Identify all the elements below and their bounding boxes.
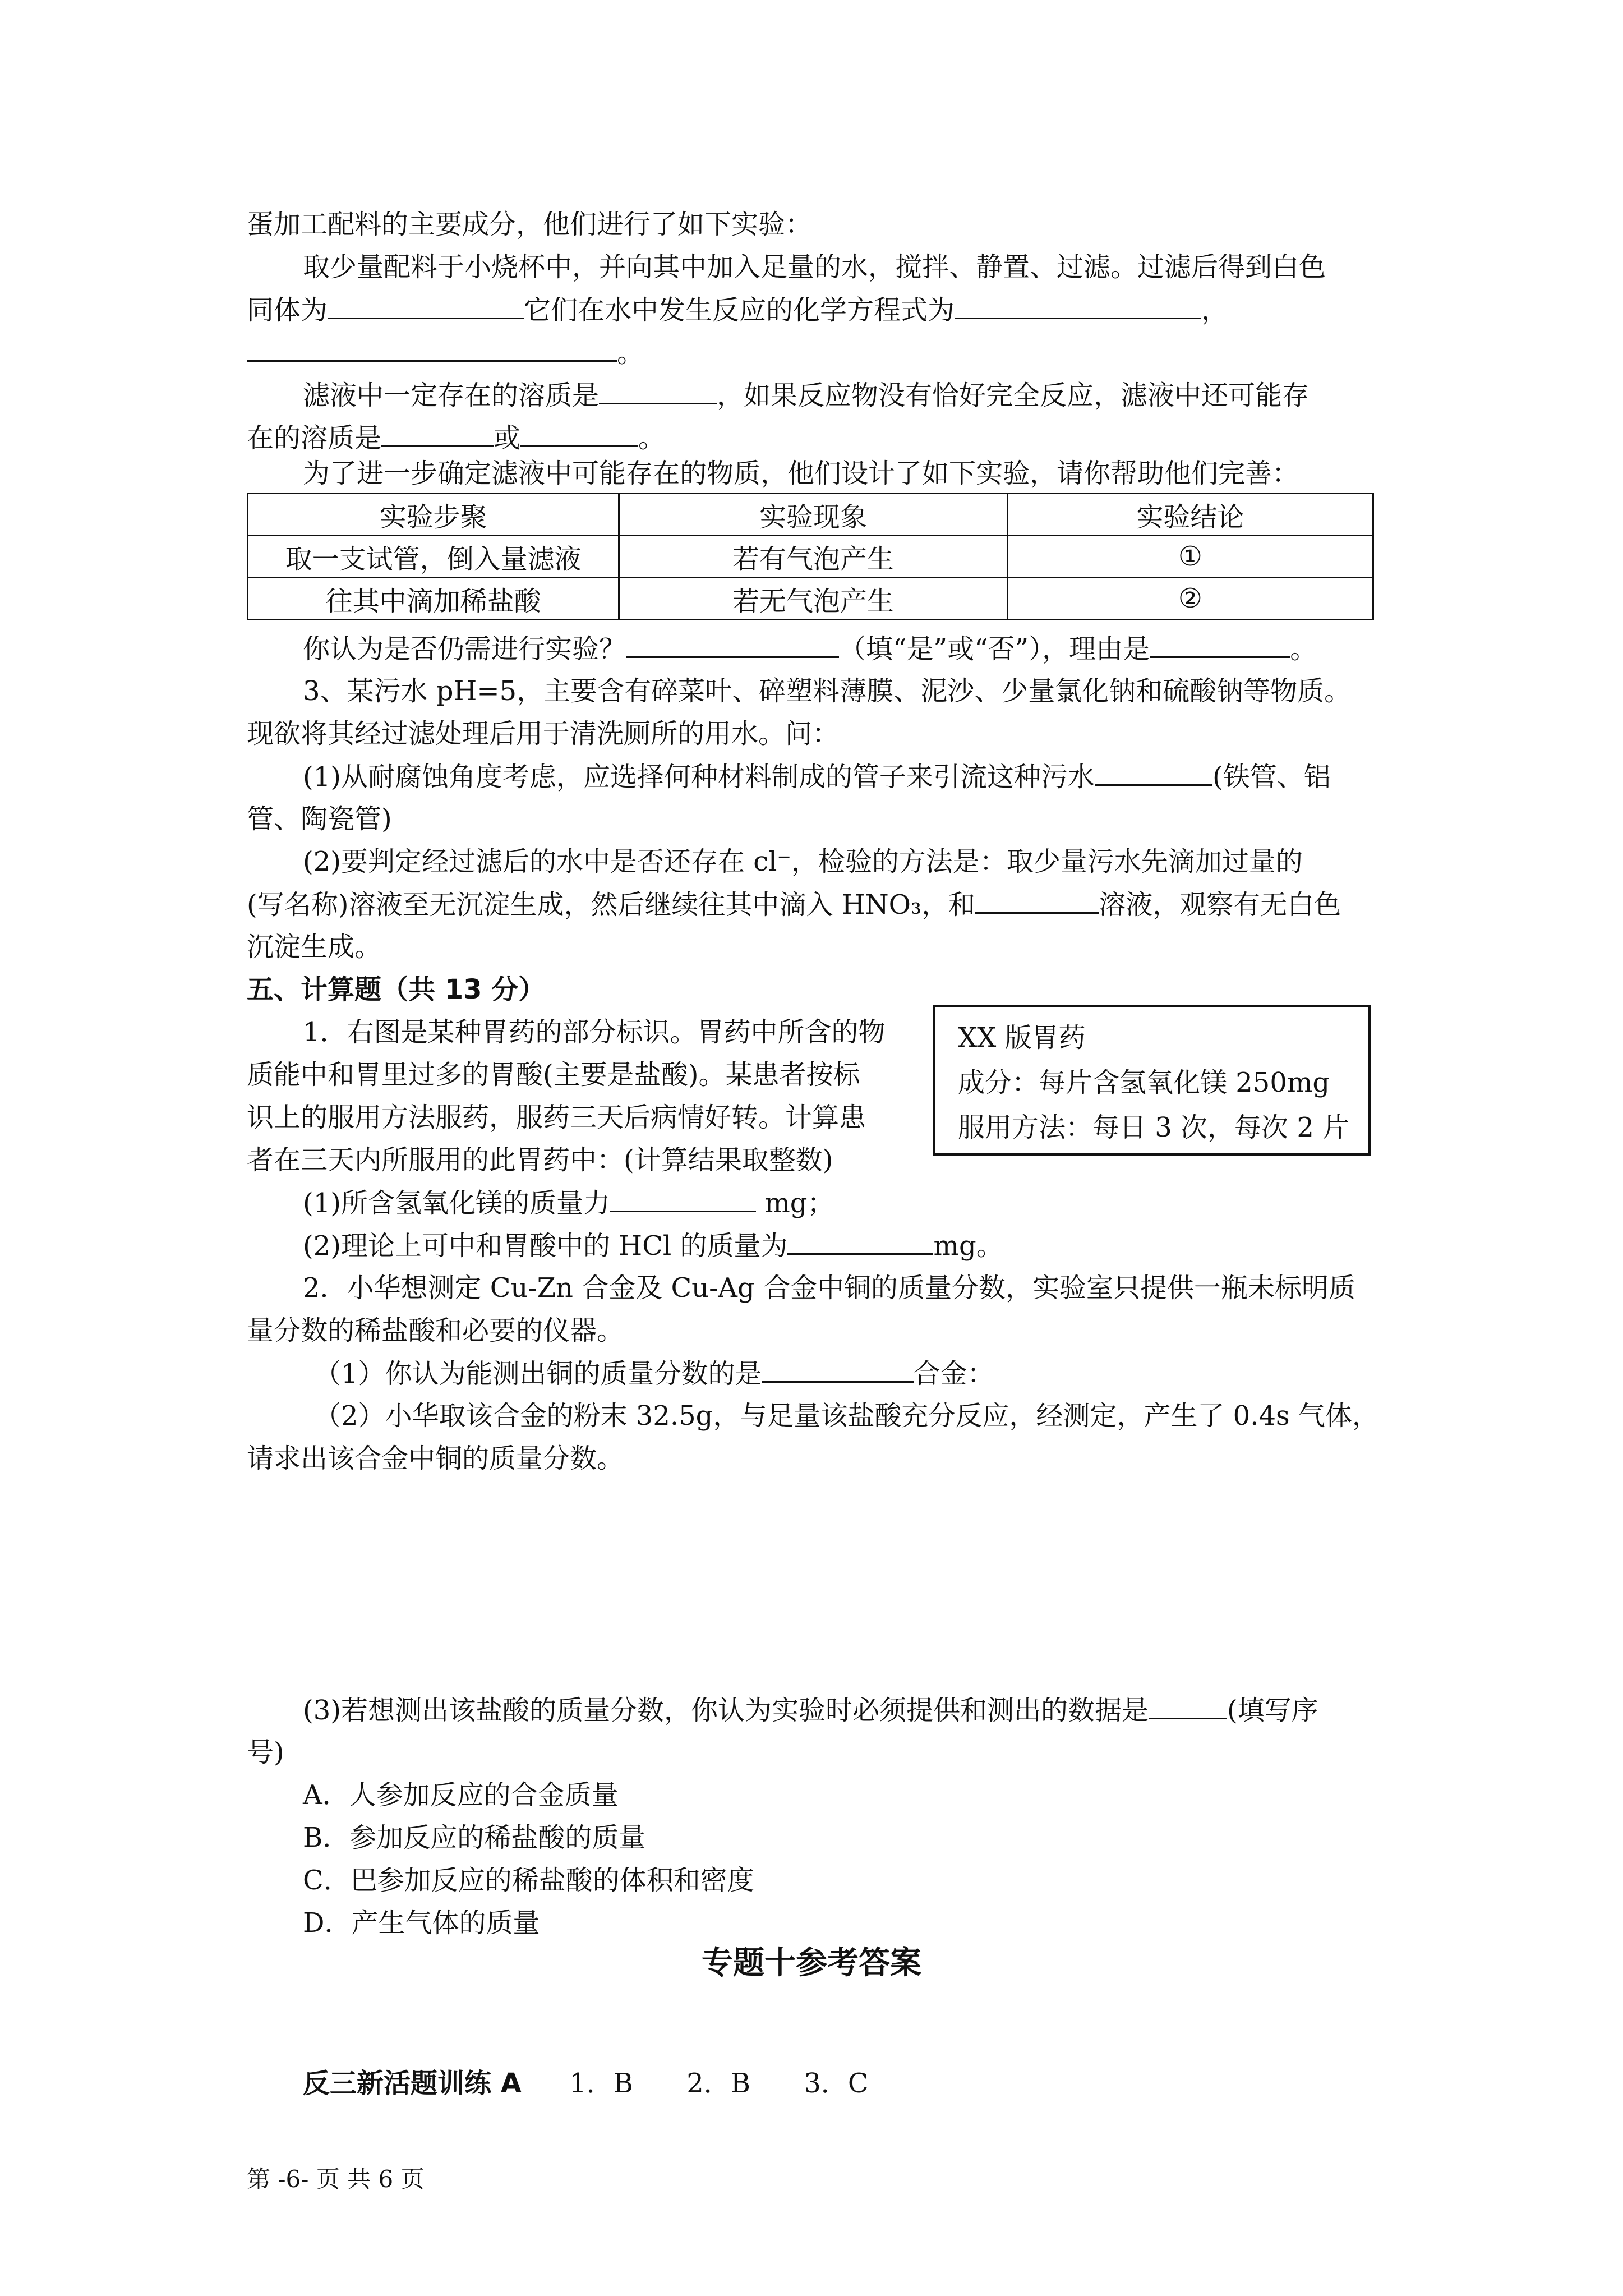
answers-label: 反三新活题训练 A	[303, 2068, 522, 2099]
table-cell: 取一支试管，倒入量滤液	[248, 536, 619, 578]
text-line: 量分数的稀盐酸和必要的仪器。	[247, 1315, 624, 1346]
text-line: 蛋加工配料的主要成分，他们进行了如下实验：	[247, 209, 813, 240]
text-line: (2)理论上可中和胃酸中的 HCl 的质量为 mg。	[303, 1224, 1003, 1267]
answer-item: 3．C	[804, 2068, 869, 2099]
text-line: 3、某污水 pH=5，主要含有碎菜叶、碎塑料薄膜、泥沙、少量氯化钠和硫酸钠等物质。	[303, 675, 1352, 707]
text-line: 为了进一步确定滤液中可能存在的物质，他们设计了如下实验，请你帮助他们完善：	[303, 458, 1299, 489]
text-line: 管、陶瓷管)	[247, 803, 392, 835]
answer-blank[interactable]	[626, 627, 839, 658]
text-line: （2）小华取该合金的粉末 32.5g，与足量该盐酸充分反应，经测定，产生了 0.4s 气体，	[314, 1400, 1379, 1432]
text-line: 请求出该合金中铜的质量分数。	[247, 1443, 624, 1474]
text-line: (2)要判定经过滤后的水中是否还存在 cl⁻，检验的方法是：取少量污水先滴加过量的	[303, 846, 1303, 877]
table-header-row	[248, 494, 1373, 536]
text-line: 滤液中一定存在的溶质是 ，如果反应物没有恰好完全反应，滤液中还可能存	[303, 374, 1309, 417]
text-line: (1)从耐腐蚀角度考虑，应选择何种材料制成的管子来引流这种污水 (铁管、铝	[303, 755, 1331, 798]
option-c: C．巴参加反应的稀盐酸的体积和密度	[303, 1865, 754, 1896]
text-line: 号)	[247, 1737, 284, 1768]
text-line: (写名称)溶液至无沉淀生成，然后继续往其中滴入 HNO₃，和 溶液，观察有无白色	[247, 883, 1341, 926]
page-footer: 第 -6- 页 共 6 页	[247, 2165, 425, 2193]
table-cell: 往其中滴加稀盐酸	[248, 578, 619, 620]
text-line: 质能中和胃里过多的胃酸(主要是盐酸)。某患者按标	[247, 1059, 860, 1091]
answer-blank[interactable]	[762, 1352, 914, 1383]
text-line: 同体为 它们在水中发生反应的化学方程式为 ，	[247, 288, 1228, 332]
table-header: 实验结论	[1007, 494, 1373, 536]
answer-blank[interactable]	[328, 288, 524, 319]
answer-blank[interactable]	[955, 288, 1201, 319]
text-line: 识上的服用方法服药，服药三天后病情好转。计算患	[247, 1102, 866, 1133]
medicine-usage: 服用方法：每日 3 次，每次 2 片	[958, 1112, 1350, 1143]
text-line: 在的溶质是 或 。	[247, 416, 665, 459]
text-line: 现欲将其经过滤处理后用于清洗厕所的用水。问：	[247, 718, 840, 749]
table-cell: 若无气泡产生	[619, 578, 1007, 620]
table-header: 实验现象	[619, 494, 1007, 536]
text-line: (1)所含氢氧化镁的质量力 mg；	[303, 1181, 834, 1225]
text-line: 2．小华想测定 Cu-Zn 合金及 Cu-Ag 合金中铜的质量分数，实验室只提供一瓶未标明质	[303, 1272, 1355, 1304]
answer-blank[interactable]	[381, 416, 494, 447]
text-line: （1）你认为能测出铜的质量分数的是 合金：	[314, 1352, 994, 1395]
answer-blank[interactable]	[1095, 755, 1212, 786]
answer-blank[interactable]	[975, 883, 1099, 914]
text-line: 你认为是否仍需进行实验？ （填“是”或“否”），理由是 。	[303, 627, 1317, 670]
answer-blank[interactable]	[787, 1224, 933, 1255]
text-line: 者在三天内所服用的此胃药中：(计算结果取整数)	[247, 1144, 833, 1176]
text-line: 1．右图是某种胃药的部分标识。胃药中所含的物	[303, 1016, 886, 1048]
answer-item: 1．B	[569, 2068, 633, 2099]
answers-title: 专题十参考答案	[702, 1945, 921, 1981]
table-cell: ②	[1007, 578, 1373, 620]
section-heading: 五、计算题（共 13 分）	[247, 974, 546, 1005]
answer-blank[interactable]	[610, 1181, 756, 1212]
option-a: A．人参加反应的合金质量	[303, 1779, 619, 1811]
answers-line	[303, 2062, 914, 2100]
answer-blank[interactable]	[599, 374, 717, 404]
medicine-ingredients: 成分：每片含氢氧化镁 250mg	[958, 1067, 1330, 1098]
answer-blank[interactable]	[1150, 627, 1290, 658]
table-row	[248, 536, 1373, 578]
option-d: D．产生气体的质量	[303, 1907, 540, 1939]
table-header: 实验步聚	[248, 494, 619, 536]
option-b: B．参加反应的稀盐酸的质量	[303, 1822, 646, 1853]
medicine-name: XX 版胃药	[958, 1022, 1086, 1053]
answer-item: 2．B	[686, 2068, 751, 2099]
answer-blank[interactable]	[1149, 1688, 1227, 1719]
answer-blank[interactable]	[247, 331, 617, 362]
text-line: 。	[247, 331, 644, 374]
medicine-label-box	[933, 1005, 1371, 1156]
table-cell: ①	[1007, 536, 1373, 578]
experiment-table	[247, 493, 1374, 620]
text-line: 沉淀生成。	[247, 931, 382, 963]
answer-blank[interactable]	[520, 416, 638, 447]
table-row	[248, 578, 1373, 620]
text-line: (3)若想测出该盐酸的质量分数，你认为实验时必须提供和测出的数据是 (填写序	[303, 1688, 1318, 1732]
table-cell: 若有气泡产生	[619, 536, 1007, 578]
text-line: 取少量配料于小烧杯中，并向其中加入足量的水，搅拌、静置、过滤。过滤后得到白色	[303, 251, 1326, 283]
